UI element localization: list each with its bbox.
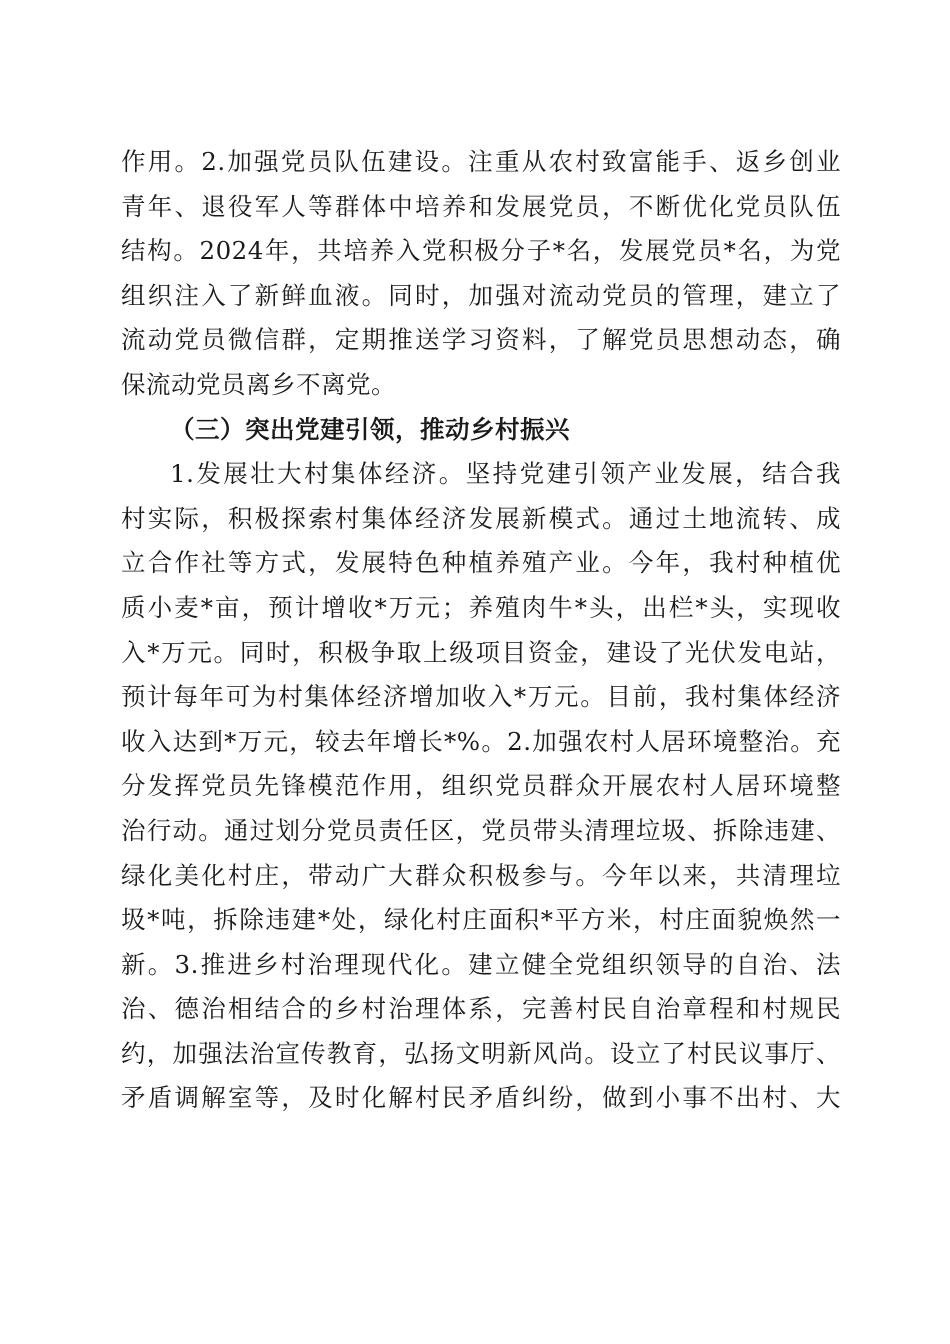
body-line: 治、德治相结合的乡村治理体系，完善村民自治章程和村规民: [121, 994, 841, 1024]
body-line: 绿化美化村庄，带动广大群众积极参与。今年以来，共清理垃: [121, 860, 841, 890]
section-heading: （三）突出党建引领，推动乡村振兴: [170, 414, 570, 444]
body-line: 分发挥党员先锋模范作用，组织党员群众开展农村人居环境整: [121, 771, 841, 801]
body-line: 作用。2.加强党员队伍建设。注重从农村致富能手、返乡创业: [121, 147, 841, 176]
document-body: [121, 140, 841, 1121]
body-line: 村实际，积极探索村集体经济发展新模式。通过土地流转、成: [121, 503, 841, 533]
body-line: 质小麦*亩，预计增收*万元；养殖肉牛*头，出栏*头，实现收: [121, 592, 841, 622]
body-line: 入*万元。同时，积极争取上级项目资金，建设了光伏发电站，: [121, 637, 841, 667]
body-line: 约，加强法治宣传教育，弘扬文明新风尚。设立了村民议事厅、: [121, 1038, 841, 1068]
body-line: 青年、退役军人等群体中培养和发展党员，不断优化党员队伍: [121, 191, 841, 221]
body-line: 治行动。通过划分党员责任区，党员带头清理垃圾、拆除违建、: [121, 815, 841, 845]
body-line: 组织注入了新鲜血液。同时，加强对流动党员的管理，建立了: [121, 280, 841, 310]
body-line: 结构。2024年，共培养入党积极分子*名，发展党员*名，为党: [121, 236, 841, 266]
body-line: 流动党员微信群，定期推送学习资料，了解党员思想动态，确: [121, 325, 841, 355]
body-line: 保流动党员离乡不离党。: [121, 369, 396, 399]
paragraph-first-line: 1.发展壮大村集体经济。坚持党建引领产业发展，结合我: [170, 459, 841, 489]
body-line: 圾*吨，拆除违建*处，绿化村庄面积*平方米，村庄面貌焕然一: [121, 905, 841, 935]
body-line: 立合作社等方式，发展特色种植养殖产业。今年，我村种植优: [121, 548, 841, 578]
body-line: 矛盾调解室等，及时化解村民矛盾纠纷，做到小事不出村、大: [121, 1083, 841, 1113]
body-line: 收入达到*万元，较去年增长*%。2.加强农村人居环境整治。充: [121, 726, 841, 756]
body-line: 预计每年可为村集体经济增加收入*万元。目前，我村集体经济: [121, 682, 841, 712]
body-line: 新。3.推进乡村治理现代化。建立健全党组织领导的自治、法: [121, 949, 841, 979]
